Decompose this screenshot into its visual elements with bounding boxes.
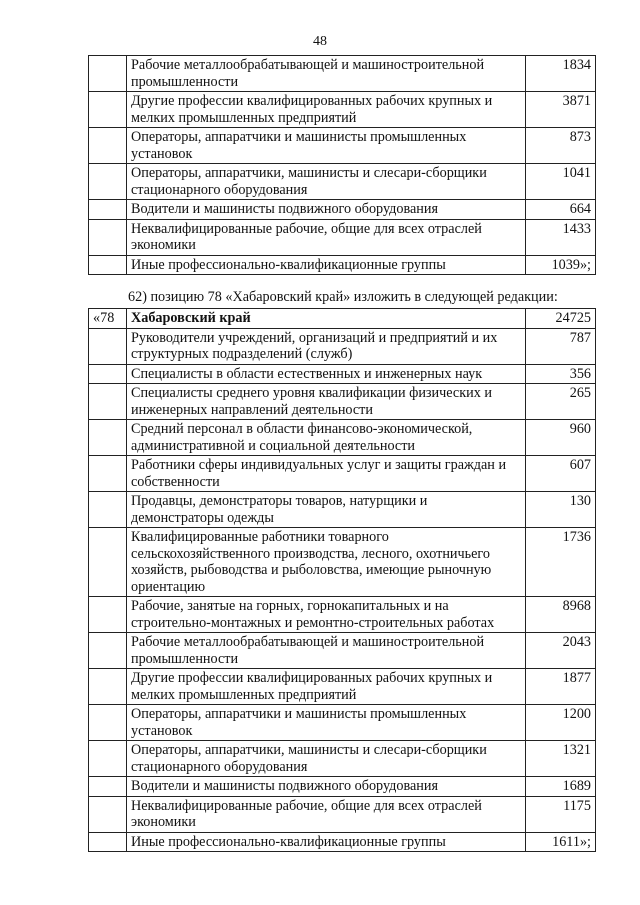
count-value-cell: 1834 xyxy=(526,56,596,92)
row-number-cell xyxy=(89,832,127,852)
occupation-name-cell: Другие профессии квалифицированных рабочих крупных и мелких промышленных предприятий xyxy=(127,669,526,705)
row-number-cell xyxy=(89,364,127,384)
occupation-name-cell: Продавцы, демонстраторы товаров, натурщики и демонстраторы одежды xyxy=(127,492,526,528)
row-number-cell xyxy=(89,633,127,669)
count-value-cell: 1041 xyxy=(526,164,596,200)
row-number-cell xyxy=(89,384,127,420)
occupation-name-cell: Рабочие металлообрабатывающей и машиностроительной промышленности xyxy=(127,56,526,92)
occupation-name-cell: Водители и машинисты подвижного оборудования xyxy=(127,777,526,797)
occupation-name-cell: Средний персонал в области финансово-экономической, административной и социальной деятельности xyxy=(127,420,526,456)
count-value-cell: 1433 xyxy=(526,219,596,255)
table-row xyxy=(89,528,596,597)
table-row xyxy=(89,456,596,492)
table-row xyxy=(89,255,596,275)
occupation-name-cell: Хабаровский край xyxy=(127,309,526,329)
occupation-name-cell: Другие профессии квалифицированных рабочих крупных и мелких промышленных предприятий xyxy=(127,92,526,128)
row-number-cell: «78 xyxy=(89,309,127,329)
count-value-cell: 2043 xyxy=(526,633,596,669)
count-value-cell: 1611»; xyxy=(526,832,596,852)
count-value-cell: 1200 xyxy=(526,705,596,741)
table-row xyxy=(89,328,596,364)
row-number-cell xyxy=(89,219,127,255)
occupation-name-cell: Иные профессионально-квалификационные группы xyxy=(127,832,526,852)
table-row xyxy=(89,420,596,456)
occupation-name-cell: Специалисты среднего уровня квалификации физических и инженерных направлений деятельности xyxy=(127,384,526,420)
row-number-cell xyxy=(89,777,127,797)
row-number-cell xyxy=(89,528,127,597)
occupation-name-cell: Операторы, аппаратчики и машинисты промышленных установок xyxy=(127,705,526,741)
occupation-name-cell: Специалисты в области естественных и инженерных наук xyxy=(127,364,526,384)
occupation-name-cell: Квалифицированные работники товарного сельскохозяйственного производства, лесного, охотничьего хозяйств, рыбоводства и рыболовства, имеющие рыночную ориентацию xyxy=(127,528,526,597)
table-row xyxy=(89,92,596,128)
occupation-name-cell: Водители и машинисты подвижного оборудования xyxy=(127,200,526,220)
table-row xyxy=(89,633,596,669)
count-value-cell: 1321 xyxy=(526,741,596,777)
row-number-cell xyxy=(89,128,127,164)
row-number-cell xyxy=(89,456,127,492)
count-value-cell: 787 xyxy=(526,328,596,364)
khabarovsk-table xyxy=(88,308,596,852)
count-value-cell: 356 xyxy=(526,364,596,384)
occupation-name-cell: Рабочие, занятые на горных, горнокапитальных и на строительно-монтажных и ремонтно-строительных работах xyxy=(127,597,526,633)
count-value-cell: 960 xyxy=(526,420,596,456)
occupation-name-cell: Неквалифицированные рабочие, общие для всех отраслей экономики xyxy=(127,796,526,832)
occupation-table-continued xyxy=(88,55,596,275)
count-value-cell: 664 xyxy=(526,200,596,220)
count-value-cell: 1175 xyxy=(526,796,596,832)
row-number-cell xyxy=(89,741,127,777)
row-number-cell xyxy=(89,420,127,456)
count-value-cell: 130 xyxy=(526,492,596,528)
occupation-name-cell: Операторы, аппаратчики, машинисты и слесари-сборщики стационарного оборудования xyxy=(127,164,526,200)
count-value-cell: 873 xyxy=(526,128,596,164)
count-value-cell: 607 xyxy=(526,456,596,492)
row-number-cell xyxy=(89,92,127,128)
row-number-cell xyxy=(89,597,127,633)
table-row xyxy=(89,200,596,220)
table-row xyxy=(89,597,596,633)
occupation-name-cell: Руководители учреждений, организаций и предприятий и их структурных подразделений (служб) xyxy=(127,328,526,364)
table-row xyxy=(89,56,596,92)
page-number: 48 xyxy=(313,34,327,49)
count-value-cell: 3871 xyxy=(526,92,596,128)
table-row xyxy=(89,741,596,777)
amendment-paragraph: 62) позицию 78 «Хабаровский край» изложить в следующей редакции: xyxy=(128,289,558,305)
table-row xyxy=(89,128,596,164)
row-number-cell xyxy=(89,200,127,220)
table-row xyxy=(89,669,596,705)
row-number-cell xyxy=(89,56,127,92)
count-value-cell: 8968 xyxy=(526,597,596,633)
table-row xyxy=(89,705,596,741)
occupation-name-cell: Иные профессионально-квалификационные группы xyxy=(127,255,526,275)
row-number-cell xyxy=(89,796,127,832)
count-value-cell: 1736 xyxy=(526,528,596,597)
row-number-cell xyxy=(89,164,127,200)
occupation-name-cell: Работники сферы индивидуальных услуг и защиты граждан и собственности xyxy=(127,456,526,492)
count-value-cell: 1689 xyxy=(526,777,596,797)
table-row xyxy=(89,492,596,528)
table-row xyxy=(89,309,596,329)
count-value-cell: 1039»; xyxy=(526,255,596,275)
row-number-cell xyxy=(89,669,127,705)
count-value-cell: 1877 xyxy=(526,669,596,705)
row-number-cell xyxy=(89,492,127,528)
table-row xyxy=(89,364,596,384)
table-row xyxy=(89,164,596,200)
table-row xyxy=(89,219,596,255)
row-number-cell xyxy=(89,255,127,275)
occupation-name-cell: Неквалифицированные рабочие, общие для всех отраслей экономики xyxy=(127,219,526,255)
row-number-cell xyxy=(89,705,127,741)
table-row xyxy=(89,832,596,852)
table-row xyxy=(89,384,596,420)
row-number-cell xyxy=(89,328,127,364)
occupation-name-cell: Операторы, аппаратчики и машинисты промышленных установок xyxy=(127,128,526,164)
occupation-name-cell: Рабочие металлообрабатывающей и машиностроительной промышленности xyxy=(127,633,526,669)
table-row xyxy=(89,796,596,832)
count-value-cell: 24725 xyxy=(526,309,596,329)
count-value-cell: 265 xyxy=(526,384,596,420)
table-row xyxy=(89,777,596,797)
occupation-name-cell: Операторы, аппаратчики, машинисты и слесари-сборщики стационарного оборудования xyxy=(127,741,526,777)
